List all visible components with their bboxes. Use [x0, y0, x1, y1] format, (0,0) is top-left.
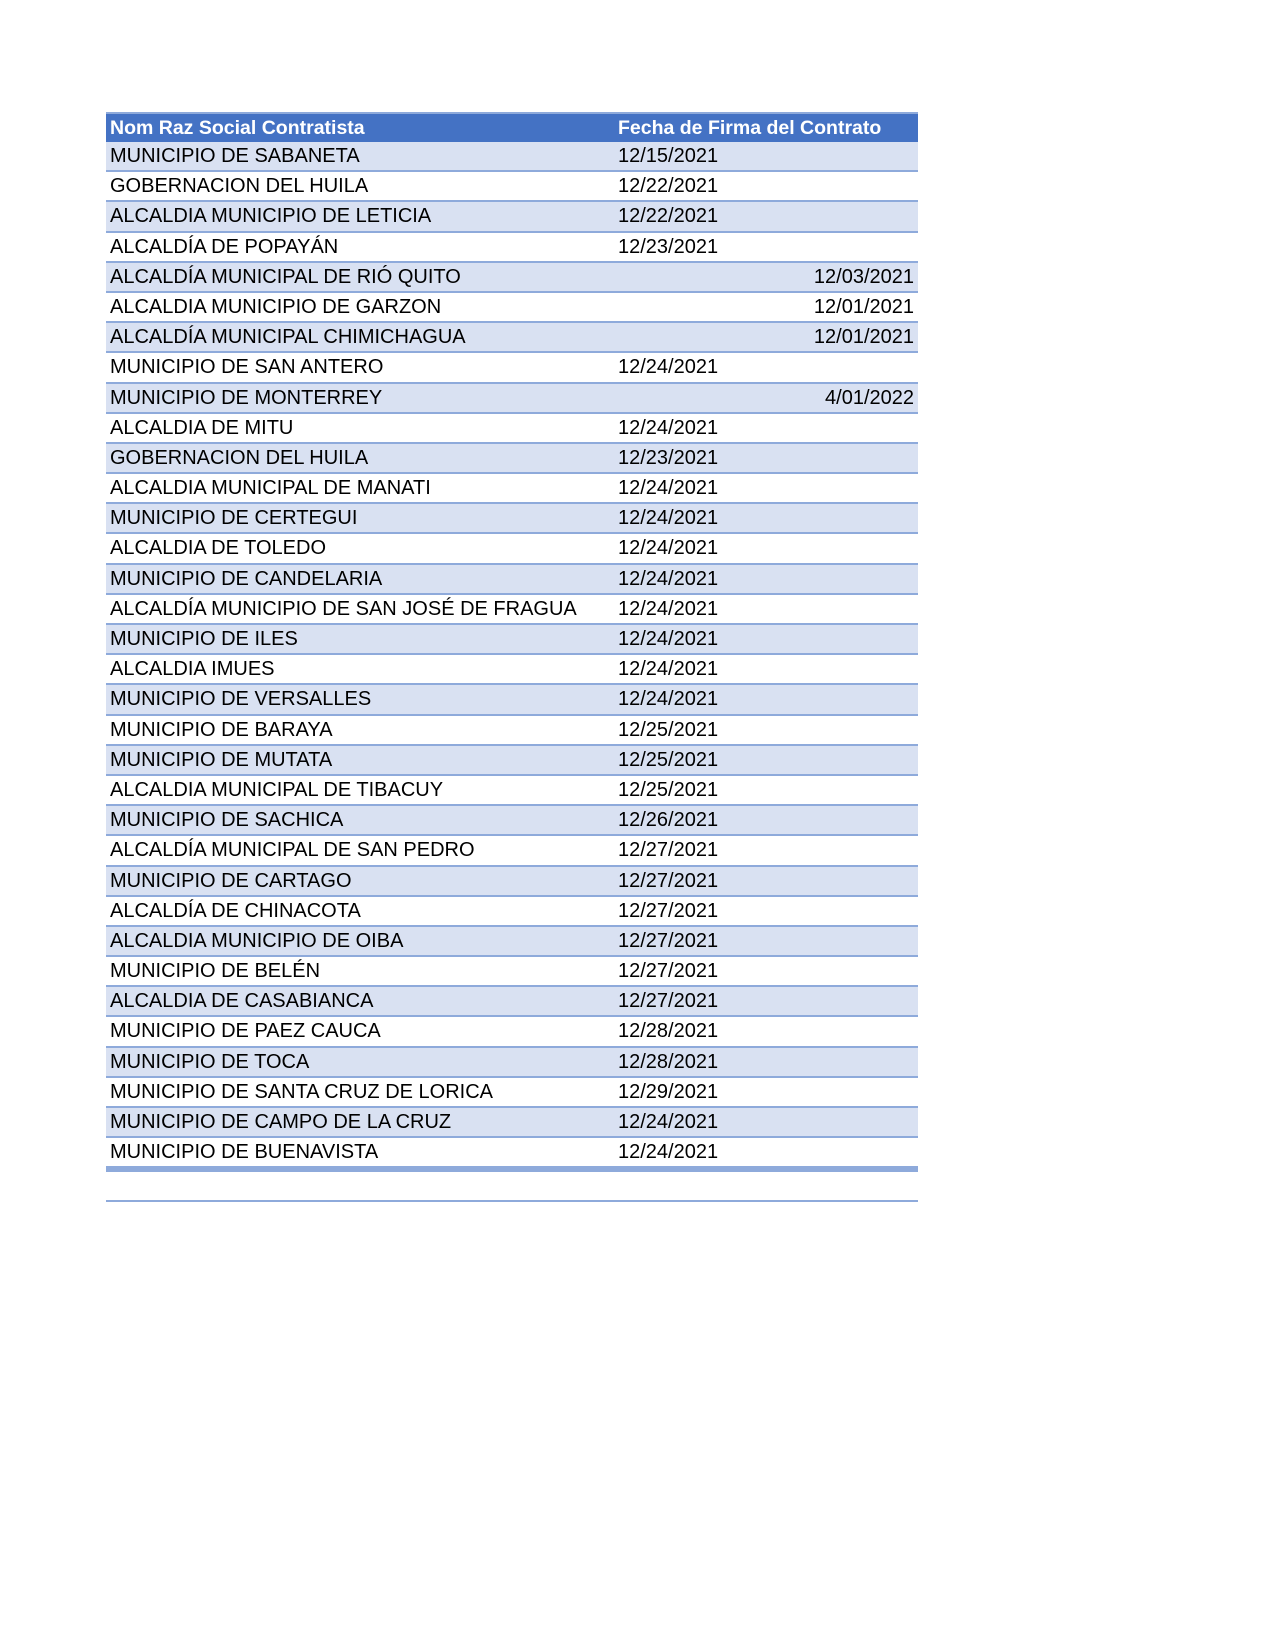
- cell-name[interactable]: ALCALDIA DE CASABIANCA: [110, 990, 374, 1013]
- table-row[interactable]: [106, 595, 918, 625]
- cell-name[interactable]: GOBERNACION DEL HUILA: [110, 175, 369, 198]
- cell-date[interactable]: 12/24/2021: [618, 507, 719, 530]
- cell-date[interactable]: 12/24/2021: [618, 477, 719, 500]
- cell-date[interactable]: 12/25/2021: [618, 718, 719, 741]
- table-row[interactable]: [106, 1017, 918, 1047]
- table-row[interactable]: [106, 474, 918, 504]
- table-row[interactable]: [106, 444, 918, 474]
- cell-date[interactable]: 12/25/2021: [618, 748, 719, 771]
- cell-date[interactable]: 12/29/2021: [618, 1080, 719, 1103]
- table-row[interactable]: [106, 806, 918, 836]
- cell-name[interactable]: ALCALDIA MUNICIPIO DE OIBA: [110, 929, 404, 952]
- cell-date[interactable]: 12/27/2021: [618, 839, 719, 862]
- cell-name[interactable]: ALCALDÍA MUNICIPIO DE SAN JOSÉ DE FRAGUA: [110, 597, 577, 620]
- header-date[interactable]: Fecha de Firma del Contrato: [618, 117, 882, 139]
- table-body: [106, 142, 918, 1168]
- cell-name[interactable]: MUNICIPIO DE CAMPO DE LA CRUZ: [110, 1111, 452, 1133]
- cell-date[interactable]: 12/27/2021: [618, 990, 719, 1013]
- cell-date[interactable]: 12/23/2021: [618, 446, 719, 469]
- cell-name[interactable]: ALCALDIA DE MITU: [110, 416, 294, 439]
- cell-date[interactable]: 12/24/2021: [618, 537, 719, 560]
- cell-name[interactable]: MUNICIPIO DE CANDELARIA: [110, 567, 383, 590]
- table-row[interactable]: [106, 927, 918, 957]
- cell-name[interactable]: MUNICIPIO DE CERTEGUI: [110, 507, 358, 530]
- cell-date[interactable]: 4/01/2022: [825, 386, 914, 409]
- table-row[interactable]: [106, 1078, 918, 1108]
- table-row[interactable]: [106, 716, 918, 746]
- cell-name[interactable]: MUNICIPIO DE SANTA CRUZ DE LORICA: [110, 1080, 494, 1103]
- cell-name[interactable]: GOBERNACION DEL HUILA: [110, 446, 369, 469]
- table-row[interactable]: [106, 655, 918, 685]
- cell-name[interactable]: MUNICIPIO DE VERSALLES: [110, 688, 372, 711]
- cell-name[interactable]: MUNICIPIO DE SACHICA: [110, 809, 344, 832]
- table-row[interactable]: [106, 263, 918, 293]
- cell-name[interactable]: ALCALDIA DE TOLEDO: [110, 537, 327, 560]
- cell-name[interactable]: ALCALDIA MUNICIPIO DE LETICIA: [110, 205, 432, 228]
- cell-date[interactable]: 12/27/2021: [618, 929, 719, 952]
- cell-date[interactable]: 12/22/2021: [618, 205, 719, 228]
- table-row[interactable]: [106, 142, 918, 172]
- cell-name[interactable]: MUNICIPIO DE CARTAGO: [110, 869, 352, 892]
- cell-date[interactable]: 12/03/2021: [813, 265, 914, 288]
- cell-date[interactable]: 12/26/2021: [618, 809, 719, 832]
- table-row[interactable]: [106, 504, 918, 534]
- cell-name[interactable]: ALCALDÍA DE CHINACOTA: [110, 899, 361, 922]
- table-row[interactable]: [106, 172, 918, 202]
- cell-name[interactable]: ALCALDIA MUNICIPAL DE TIBACUY: [110, 778, 444, 801]
- cell-date[interactable]: 12/01/2021: [813, 326, 914, 349]
- cell-date[interactable]: 12/24/2021: [618, 628, 719, 650]
- cell-name[interactable]: MUNICIPIO DE MONTERREY: [110, 386, 383, 409]
- cell-date[interactable]: 12/27/2021: [618, 869, 719, 892]
- cell-name[interactable]: MUNICIPIO DE BELÉN: [110, 960, 321, 983]
- cell-date[interactable]: 12/24/2021: [618, 1111, 719, 1133]
- table-row[interactable]: [106, 323, 918, 353]
- cell-date[interactable]: 12/22/2021: [618, 175, 719, 198]
- table-row[interactable]: [106, 957, 918, 987]
- cell-date[interactable]: 12/24/2021: [618, 597, 719, 620]
- cell-name[interactable]: ALCALDÍA DE POPAYÁN: [110, 235, 339, 258]
- cell-name[interactable]: MUNICIPIO DE ILES: [110, 628, 298, 650]
- cell-name[interactable]: ALCALDIA MUNICIPIO DE GARZON: [110, 295, 442, 318]
- cell-date[interactable]: 12/27/2021: [618, 899, 719, 922]
- table-row[interactable]: [106, 1108, 918, 1138]
- blank-total-row[interactable]: [106, 1172, 918, 1202]
- cell-name[interactable]: MUNICIPIO DE BARAYA: [110, 718, 333, 741]
- cell-date[interactable]: 12/25/2021: [618, 778, 719, 801]
- table-row[interactable]: [106, 293, 918, 323]
- cell-date[interactable]: 12/27/2021: [618, 960, 719, 983]
- cell-date[interactable]: 12/01/2021: [813, 295, 914, 318]
- cell-date[interactable]: 12/23/2021: [618, 235, 719, 258]
- cell-date[interactable]: 12/24/2021: [618, 658, 719, 681]
- cell-date[interactable]: 12/24/2021: [618, 356, 719, 379]
- table-row[interactable]: [106, 565, 918, 595]
- table-row[interactable]: [106, 776, 918, 806]
- table-row[interactable]: [106, 1048, 918, 1078]
- cell-name[interactable]: MUNICIPIO DE SAN ANTERO: [110, 356, 384, 379]
- table-row[interactable]: [106, 384, 918, 414]
- table-row[interactable]: [106, 625, 918, 655]
- table-row[interactable]: [106, 867, 918, 897]
- cell-name[interactable]: ALCALDIA IMUES: [110, 658, 275, 681]
- table-row[interactable]: [106, 746, 918, 776]
- table-row[interactable]: [106, 897, 918, 927]
- table-row[interactable]: [106, 534, 918, 564]
- table-row[interactable]: [106, 836, 918, 866]
- table-row[interactable]: [106, 233, 918, 263]
- cell-name[interactable]: MUNICIPIO DE SABANETA: [110, 145, 360, 167]
- cell-date[interactable]: 12/24/2021: [618, 1141, 719, 1164]
- cell-date[interactable]: 12/15/2021: [618, 145, 719, 167]
- cell-name[interactable]: ALCALDIA MUNICIPAL DE MANATI: [110, 477, 431, 500]
- cell-date[interactable]: 12/28/2021: [618, 1020, 719, 1043]
- table-header: [106, 112, 918, 142]
- header-name[interactable]: Nom Raz Social Contratista: [110, 117, 365, 139]
- cell-name[interactable]: ALCALDÍA MUNICIPAL DE SAN PEDRO: [110, 839, 475, 862]
- cell-date[interactable]: 12/24/2021: [618, 416, 719, 439]
- contracts-table: [106, 112, 918, 1202]
- table-row[interactable]: [106, 353, 918, 383]
- table-row[interactable]: [106, 1138, 918, 1168]
- table-row[interactable]: [106, 685, 918, 715]
- cell-name[interactable]: MUNICIPIO DE BUENAVISTA: [110, 1141, 379, 1164]
- cell-date[interactable]: 12/24/2021: [618, 688, 719, 711]
- cell-name[interactable]: MUNICIPIO DE PAEZ CAUCA: [110, 1020, 381, 1043]
- cell-name[interactable]: MUNICIPIO DE MUTATA: [110, 748, 333, 771]
- table-row[interactable]: [106, 414, 918, 444]
- cell-date[interactable]: 12/24/2021: [618, 567, 719, 590]
- table-row[interactable]: [106, 987, 918, 1017]
- table-row[interactable]: [106, 202, 918, 232]
- cell-date[interactable]: 12/28/2021: [618, 1050, 719, 1073]
- cell-name[interactable]: MUNICIPIO DE TOCA: [110, 1050, 310, 1073]
- cell-name[interactable]: ALCALDÍA MUNICIPAL DE RIÓ QUITO: [110, 265, 461, 288]
- cell-name[interactable]: ALCALDÍA MUNICIPAL CHIMICHAGUA: [110, 326, 466, 349]
